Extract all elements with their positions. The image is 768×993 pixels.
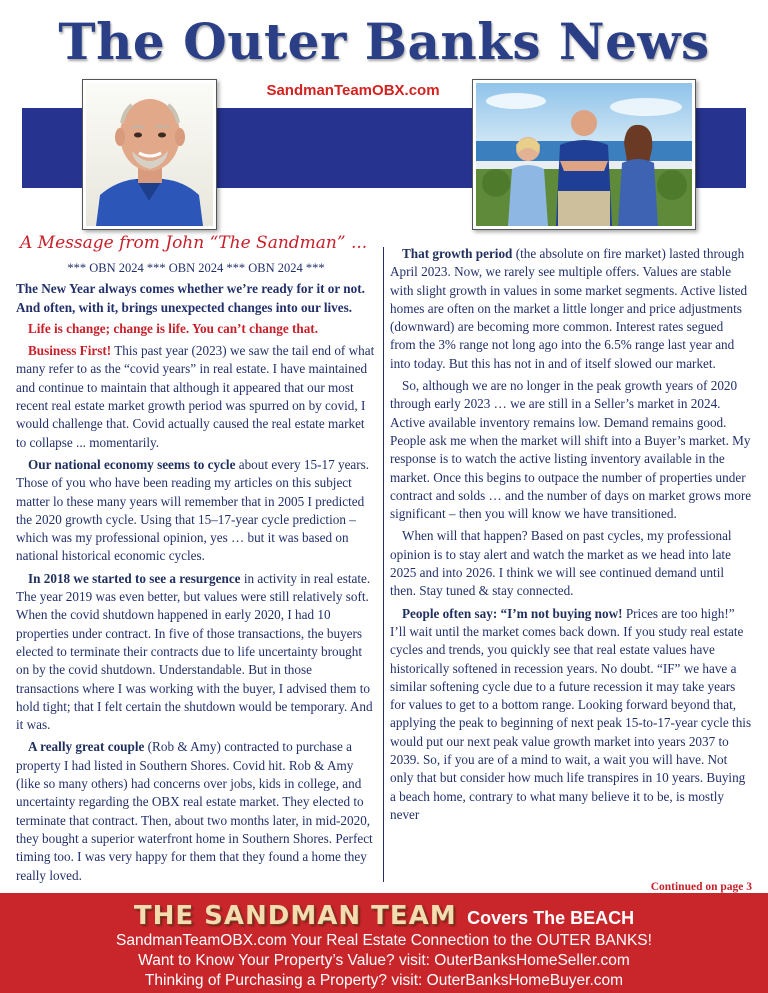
paragraph-body: (Rob & Amy) contracted to purchase a property I had listed in Southern Shores. Covid hit. Rob & Amy (like so many others) had concerns over jobs, kids in college, and uncertainty regarding the OBX real estate market. They elected to terminate that contract. Then, about two months later, in mid-2020, they bought a superior waterfront home in Southern Shores. Perfect timing too. I was very happy for them that they found a home they really loved. xyxy=(16,739,373,883)
paragraph-business-first xyxy=(16,342,376,452)
paragraph-when-happen: When will that happen? Based on past cycles, my professional opinion is to stay alert and watch the market as we head into late 2025 and into 2026. I think we will see continued demand until then. Stay tuned & stay connected. xyxy=(390,528,732,599)
portrait-photo xyxy=(82,79,217,230)
article-left-column xyxy=(16,259,376,889)
paragraph-lead-in: Our national economy seems to cycle xyxy=(28,456,236,472)
paragraph-lead-in: Business First! xyxy=(28,343,112,359)
lead-statement: The New Year always comes whether we’re ready for it or not. And often, with it, brings unexpected changes into our lives. xyxy=(16,281,365,315)
obn-banner-line: *** OBN 2024 *** OBN 2024 *** OBN 2024 *** xyxy=(67,261,325,275)
paragraph-lead-in: People often say: “I’m not buying now! xyxy=(402,605,623,621)
paragraph-great-couple xyxy=(16,738,376,884)
team-illustration xyxy=(476,83,692,226)
team-photo xyxy=(472,79,696,230)
header-site-url[interactable]: SandmanTeamOBX.com xyxy=(266,82,440,99)
paragraph-resurgence xyxy=(16,570,376,735)
footer-brand: THE SANDMAN TEAM xyxy=(133,901,457,931)
footer-line-website[interactable]: SandmanTeamOBX.com Your Real Estate Connection to the OUTER BANKS! xyxy=(116,932,652,949)
paragraph-lead-in: That growth period xyxy=(402,246,513,261)
portrait-illustration xyxy=(86,83,213,226)
paragraph-body: in activity in real estate. The year 2019 was even better, but values were still relatively soft. When the covid shutdown happened in early 2020, I had 10 properties under contract. In five of those transactions, the buyers elected to terminate their contracts due to life uncertainty brought on by the covid shutdown. Understandable. But in those transactions where I was working with the buyer, I advised them to hold tight; that I felt certain the shutdown would be temporary. And it was. xyxy=(16,570,373,733)
paragraph-not-buying xyxy=(390,605,752,825)
paragraph-body: (the absolute on fire market) lasted through April 2023. Now, we rarely see multiple offers. Values are stable with slight growth in values in some market segments. Active listed homes are often on the market a little longer and price adjustments (downward) are becoming more common. Interest rates segued from the 3% range not long ago into the 6.5% range last year and into today. But this has not in and of itself slowed our market. xyxy=(390,246,748,371)
footer-line-buyer[interactable]: Thinking of Purchasing a Property? visit: OuterBanksHomeBuyer.com xyxy=(144,972,624,989)
paragraph-body: about every 15-17 years. Those of you who have been reading my articles on this subject matter lo these many years will remember that in 2005 I predicted the 2020 growth cycle. Using that 15–17-year cycle prediction – which was my professional opinion, yes … but it was based on national historical economic cycles. xyxy=(16,456,370,564)
paragraph-sellers-market: So, although we are no longer in the peak growth years of 2020 through early 2023 … we are still in a Seller’s market in 2024. Active available inventory remains low. Demand remains good. People ask me when the market will shift into a Buyer’s market. My response is to watch the active listing inventory available in the market. Once this begins to outpace the number of properties under contract and solds … and the number of days on market grows more significant – then you will know we have transitioned. xyxy=(390,378,752,522)
paragraph-economy-cycle xyxy=(16,456,376,566)
paragraph-body: This past year (2023) we saw the tail end of what many refer to as the “covid years” in real estate. I have maintained and continue to maintain that although it appeared that our most recent real estate market growth period was spurred on by covid, I would challenge that. Covid actually caused the real estate market to collapse ... momentarily. xyxy=(16,343,375,450)
footer-banner xyxy=(0,893,768,993)
paragraph-growth-period xyxy=(390,245,752,373)
footer-line-seller[interactable]: Want to Know Your Property’s Value? visit: OuterBanksHomeSeller.com xyxy=(138,952,630,969)
paragraph-body: Prices are too high!” I’ll wait until the market comes back down. If you study real estate cycles and trends, you quickly see that real estate values have historically softened in recession years. No doubt. “IF” we have a similar softening cycle due to a future recession it may take years for values to get to a bottom range. Looking forward beyond that, applying the peak to beginning of next peak 15-to-17-year cycle this would put our next peak value growth market into years 2037 to 2039. So, if you are of a mind to wait, a wait you will have. Not only that but consider how much life transpires in 10 years. Buying a beach home, contrary to what many believe it to be, is mostly never xyxy=(390,605,752,822)
column-divider xyxy=(383,247,384,882)
paragraph-lead-in: In 2018 we started to see a resurgence xyxy=(28,570,241,586)
continued-link[interactable]: Continued on page 3 xyxy=(650,881,752,893)
masthead-title: The Outer Banks News xyxy=(58,12,710,71)
paragraph-lead-in: A really great couple xyxy=(28,739,145,755)
footer-tagline: Covers The BEACH xyxy=(467,908,635,928)
lead-quote: Life is change; change is life. You can’t change that. xyxy=(28,320,318,336)
message-header: A Message from John “The Sandman” ... xyxy=(20,233,368,253)
footer-brand-row xyxy=(0,901,768,931)
article-right-column xyxy=(390,245,752,828)
